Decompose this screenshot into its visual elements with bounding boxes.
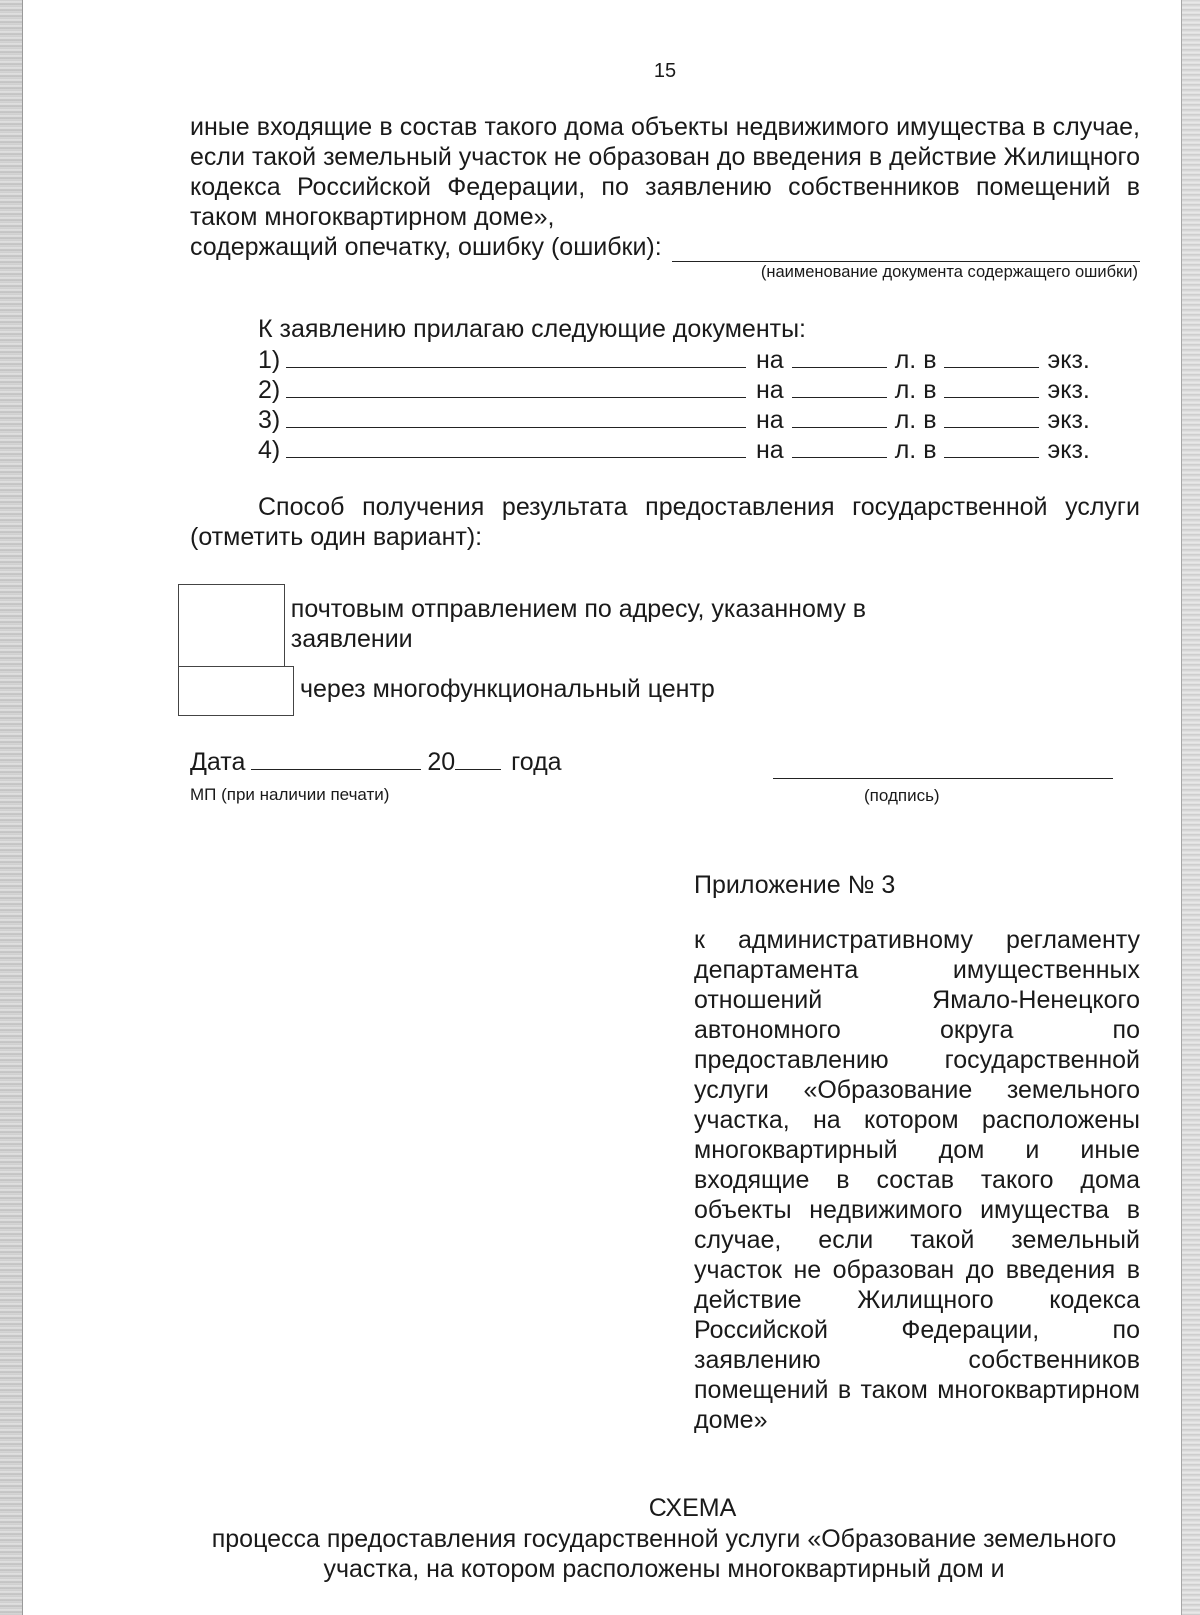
attachment-copies-label: экз. <box>1047 406 1090 434</box>
attachment-copies-field[interactable] <box>944 345 1039 368</box>
stamp-note: МП (при наличии печати) <box>190 785 390 804</box>
date-day-field[interactable] <box>251 747 421 770</box>
attachment-copies-label: экз. <box>1047 376 1090 404</box>
attachment-row <box>258 405 1098 435</box>
attachment-na-label: на <box>756 346 784 374</box>
attachment-number: 4) <box>258 436 281 464</box>
intro-paragraph <box>190 112 1140 262</box>
attachment-pages-field[interactable] <box>792 345 887 368</box>
attachment-copies-field[interactable] <box>944 435 1039 458</box>
schema-subtitle: процесса предоставления государственной услуги «Образование земельного участка, на котором расположены многоквартирный дом и <box>211 1525 1117 1583</box>
erroneous-document-label: содержащий опечатку, ошибку (ошибки): <box>190 233 662 261</box>
attachment-na-label: на <box>756 406 784 434</box>
scan-edge-right <box>1181 0 1200 1615</box>
attachments-title: К заявлению прилагаю следующие документы: <box>258 315 806 343</box>
delivery-option-mail <box>178 584 938 666</box>
date-line <box>190 747 562 777</box>
attachment-number: 2) <box>258 376 281 404</box>
attachment-na-label: на <box>756 376 784 404</box>
attachment-copies-label: экз. <box>1047 436 1090 464</box>
delivery-option-mail-checkbox[interactable] <box>178 584 285 666</box>
attachment-pages-field[interactable] <box>792 405 887 428</box>
attachment-pages-label: л. в <box>894 376 937 404</box>
attachment-pages-label: л. в <box>894 346 937 374</box>
year-suffix: года <box>511 748 562 776</box>
erroneous-document-caption: (наименование документа содержащего ошибки) <box>760 263 1138 281</box>
attachment-copies-field[interactable] <box>944 375 1039 398</box>
delivery-method-paragraph: Способ получения результата предоставления государственной услуги (отметить один вариант): <box>190 493 1140 551</box>
attachment-pages-field[interactable] <box>792 375 887 398</box>
attachment-name-field[interactable] <box>286 435 746 458</box>
attachment-pages-label: л. в <box>894 436 937 464</box>
delivery-option-mfc <box>178 666 938 716</box>
delivery-option-mail-label: почтовым отправлением по адресу, указанному в заявлении <box>290 595 867 653</box>
date-year-field[interactable] <box>455 747 501 770</box>
date-label: Дата <box>190 748 246 776</box>
attachment-number: 1) <box>258 346 281 374</box>
signature-field[interactable] <box>773 778 1113 779</box>
attachment-row <box>258 435 1098 465</box>
attachment-name-field[interactable] <box>286 405 746 428</box>
scan-edge-left <box>0 0 23 1615</box>
page-number: 15 <box>653 60 677 82</box>
attachment-copies-field[interactable] <box>944 405 1039 428</box>
attachment-number: 3) <box>258 406 281 434</box>
attachment-row <box>258 375 1098 405</box>
attachment-row <box>258 345 1098 375</box>
delivery-option-mfc-checkbox[interactable] <box>178 666 294 716</box>
erroneous-document-line <box>190 232 1140 262</box>
delivery-options <box>178 584 938 716</box>
attachments-list <box>258 345 1098 465</box>
attachment-pages-field[interactable] <box>792 435 887 458</box>
erroneous-document-field[interactable] <box>672 237 1140 262</box>
year-prefix: 20 <box>427 748 456 776</box>
signature-caption: (подпись) <box>864 786 940 805</box>
attachment-na-label: на <box>756 436 784 464</box>
intro-text: иные входящие в состав такого дома объекты недвижимого имущества в случае, если такой земельный участок не образован до введения в действие Жилищного кодекса Российской Федерации, по заявлению собственников помещений в таком многоквартирном доме», <box>190 113 1140 231</box>
appendix-title: Приложение № 3 <box>694 871 896 899</box>
appendix-body: к административному регламенту департамента имущественных отношений Ямало-Ненецкого автономного округа по предоставлению государственной услуги «Образование земельного участка, на котором расположены многоквартирный дом и иные входящие в состав такого дома объекты недвижимого имущества в случае, если такой земельный участок не образован до введения в действие Жилищного кодекса Российской Федерации, по заявлению собственников помещений в таком многоквартирном доме» <box>694 926 1140 1434</box>
attachment-copies-label: экз. <box>1047 346 1090 374</box>
schema-title: СХЕМА <box>648 1494 737 1522</box>
attachment-name-field[interactable] <box>286 375 746 398</box>
attachment-pages-label: л. в <box>894 406 937 434</box>
delivery-option-mfc-label: через многофункциональный центр <box>300 675 715 703</box>
attachment-name-field[interactable] <box>286 345 746 368</box>
